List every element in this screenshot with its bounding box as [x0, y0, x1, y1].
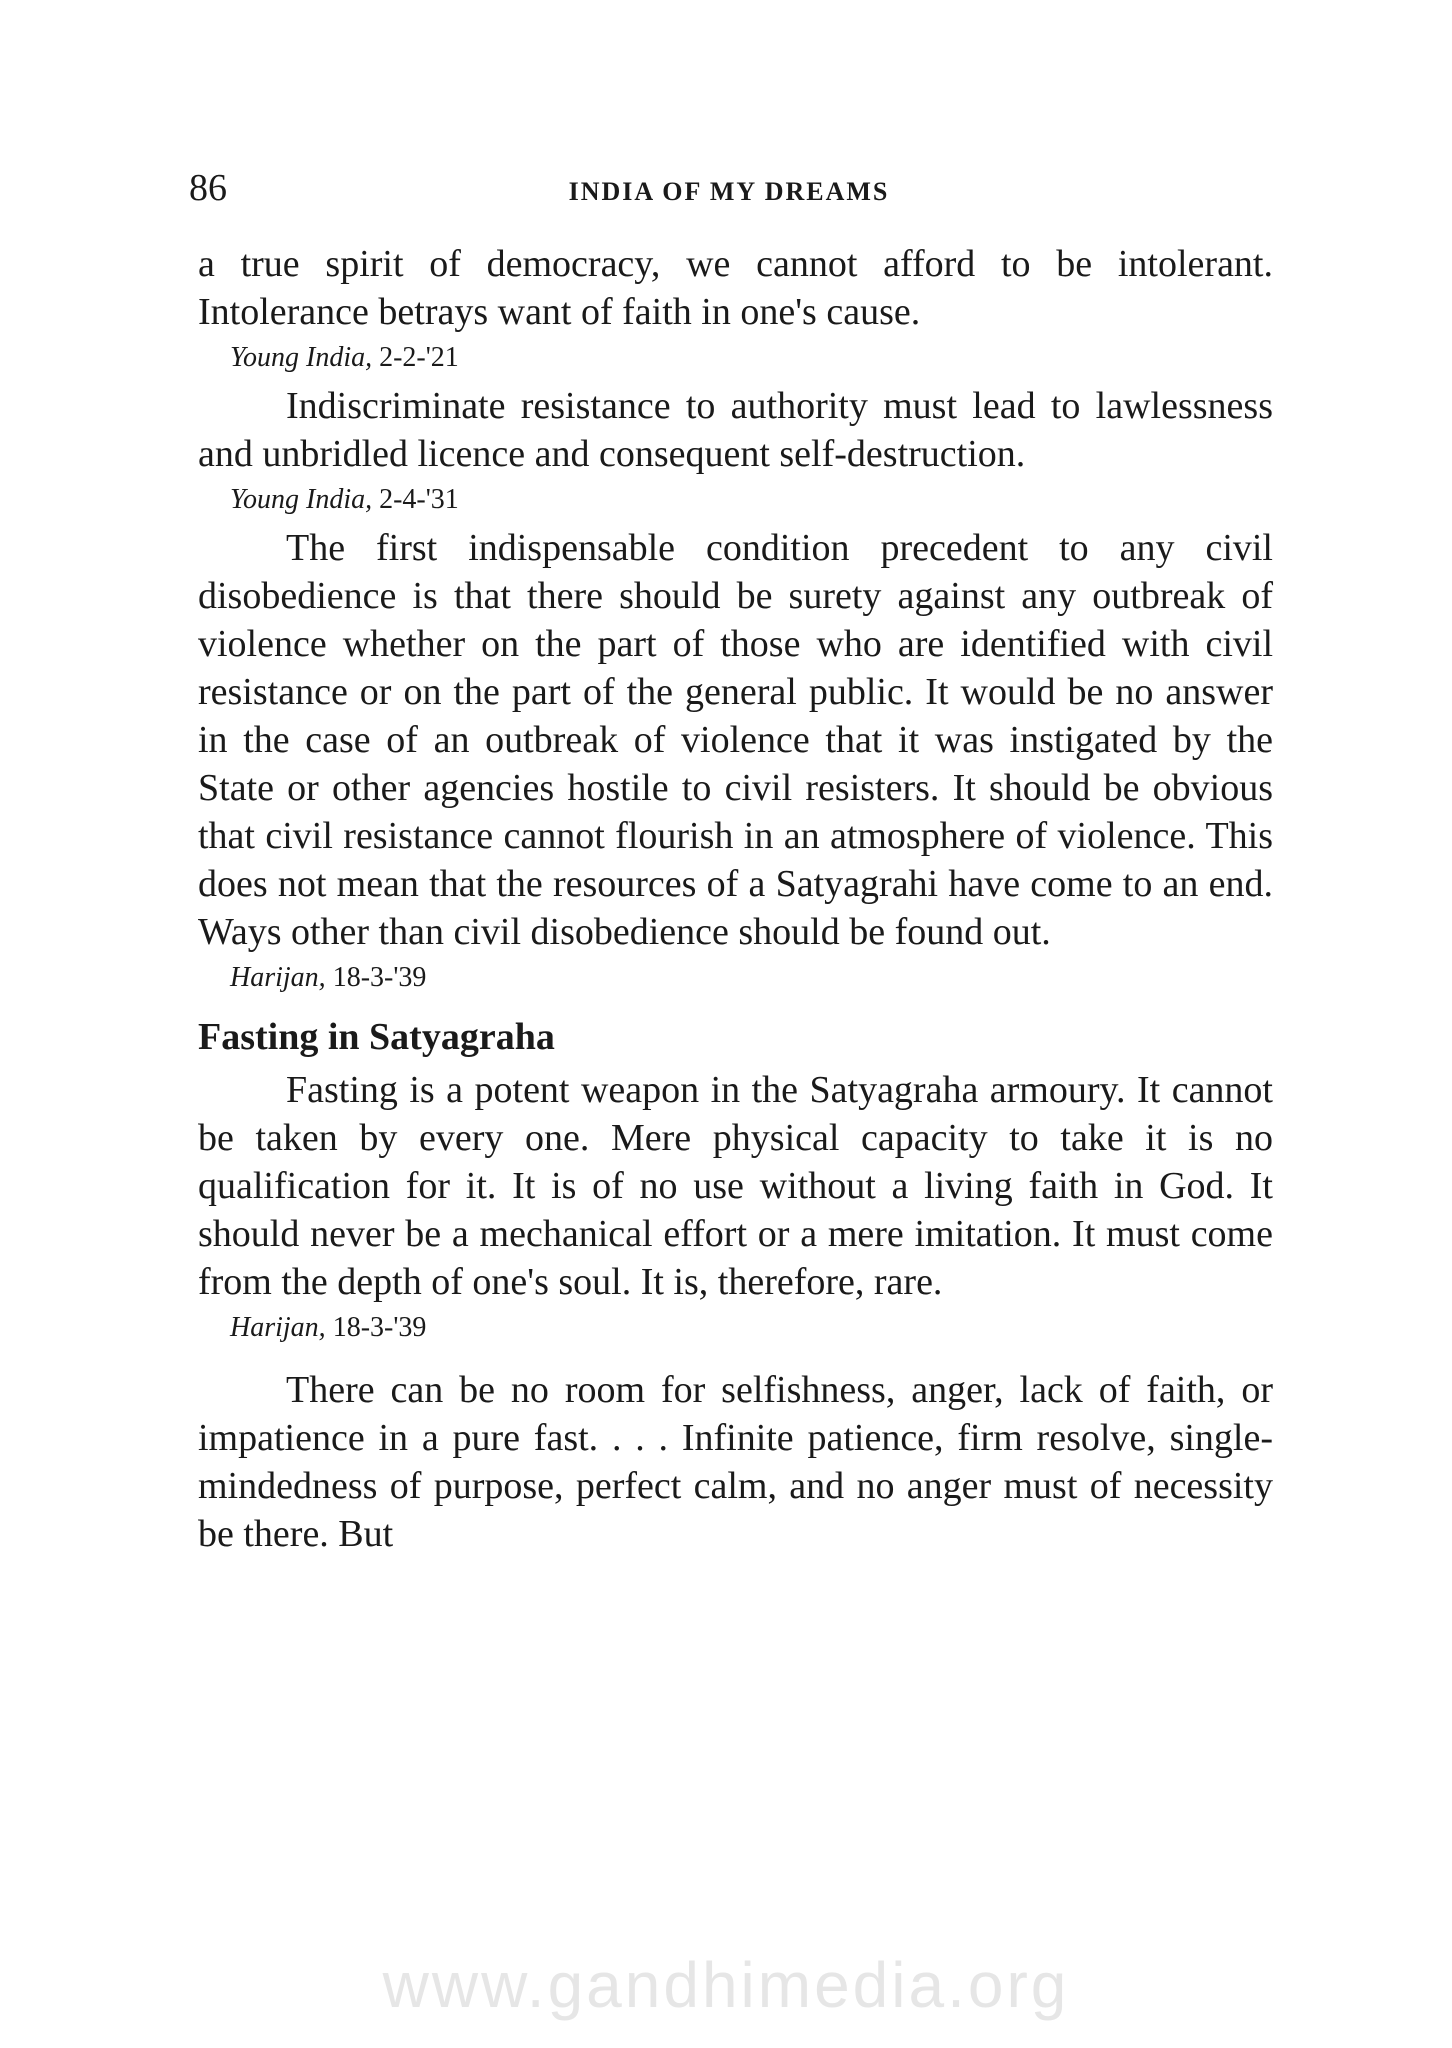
running-head: INDIA OF MY DREAMS [568, 177, 890, 206]
citation-source: Harijan, [230, 962, 326, 993]
citation-date: 2-2-'21 [379, 342, 459, 373]
citation [230, 958, 1273, 998]
paragraph-fasting: Fasting is a potent weapon in the Satyagraha armoury. It cannot be taken by every one. Mere physical capacity to take it is no qualification for it. It is of no use without a living faith in God. It should never be a mechanical effort or a mere imitation. It must come from the depth of one's soul. It is, therefore, rare. [198, 1069, 1273, 1303]
paragraph-first-condition: The first indispensable condition precedent to any civil disobedience is that there should be surety against any outbreak of violence whether on the part of those who are identified with civil resistance or on the part of the general public. It would be no answer in the case of an outbreak of violence that it was instigated by the State or other agencies hostile to civil resisters. It should be obvious that civil resistance cannot flourish in an atmosphere of violence. This does not mean that the resources of a Satyagrahi have come to an end. Ways other than civil disobedience should be found out. [198, 527, 1273, 953]
citation-source: Harijan, [230, 1312, 326, 1343]
citation-date: 18-3-'39 [332, 1312, 427, 1343]
citation-source: Young India, [230, 342, 373, 373]
text-block-upper [198, 240, 1273, 1558]
citation-date: 2-4-'31 [379, 484, 459, 515]
citation [230, 480, 1273, 520]
citation [230, 338, 1273, 378]
paragraph-indiscriminate-resistance: Indiscriminate resistance to authority must lead to lawlessness and unbridled licence and consequent self-destruction. [198, 385, 1273, 475]
citation [230, 1308, 1273, 1348]
paragraph-continuation: a true spirit of democracy, we cannot afford to be intolerant. Intolerance betrays want of faith in one's cause. [198, 243, 1273, 333]
paragraph-pure-fast: There can be no room for selfishness, anger, lack of faith, or impatience in a pure fast. . . . Infinite patience, firm resolve, single-mindedness of purpose, perfect calm, and no anger must of necessity be there. But [198, 1369, 1273, 1555]
citation-source: Young India, [230, 484, 373, 515]
page-number: 86 [189, 167, 227, 209]
citation-date: 18-3-'39 [332, 962, 427, 993]
section-heading: Fasting in Satyagraha [198, 1016, 555, 1058]
watermark: www.gandhimedia.org [382, 1949, 1070, 2021]
page-header [189, 166, 1269, 216]
